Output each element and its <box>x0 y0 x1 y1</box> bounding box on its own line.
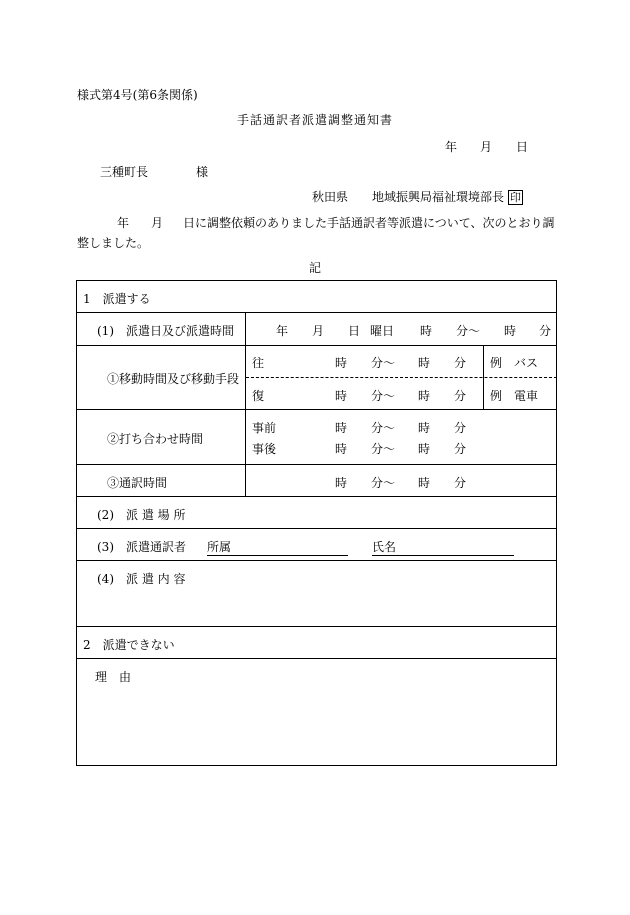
meeting-before: 事前 <box>252 421 277 435</box>
outbound-minute-end: 分 <box>454 356 467 370</box>
date-month: 月 <box>480 140 493 154</box>
name-label: 氏名 <box>372 538 514 556</box>
adjustment-table <box>76 280 557 766</box>
document-title: 手話通訳者派遣調整通知書 <box>236 113 393 127</box>
interp-hour-end: 時 <box>418 476 431 490</box>
sender <box>312 188 523 205</box>
dispatch-hour-start: 時 <box>420 324 433 338</box>
example-bus: 例 バス <box>490 356 539 370</box>
reason-label: 理 由 <box>95 670 132 684</box>
body-paragraph <box>77 213 557 253</box>
body-line2: 整しました。 <box>77 236 150 250</box>
name-field <box>372 538 514 556</box>
addressee-suffix: 様 <box>196 165 209 179</box>
body-line1: 日に調整依頼のありました手話通訳者等派遣について、次のとおり調 <box>183 216 555 230</box>
outbound-hour-end: 時 <box>418 356 431 370</box>
interpreting-time-label: ③通訳時間 <box>107 476 168 490</box>
dispatch-minute-start: 分〜 <box>456 324 481 338</box>
section-dispatch: 1 派遣する <box>83 292 151 306</box>
before-minute-end: 分 <box>454 421 467 435</box>
dispatch-year: 年 <box>276 324 289 338</box>
seal-mark: 印 <box>510 191 522 204</box>
body-month: 月 <box>151 216 164 230</box>
meeting-time-label: ②打ち合わせ時間 <box>107 432 204 446</box>
return-minute-start: 分〜 <box>371 389 396 403</box>
ki-heading: 記 <box>308 261 321 275</box>
after-minute-start: 分〜 <box>371 442 396 456</box>
dispatch-day: 日 <box>348 324 361 338</box>
before-hour-end: 時 <box>418 421 431 435</box>
date-day: 日 <box>516 140 529 154</box>
addressee <box>100 163 209 180</box>
dispatched-interpreter-label: (3) 派遣通訳者 <box>97 540 186 554</box>
dispatch-datetime-label: (1) 派遣日及び派遣時間 <box>97 324 234 338</box>
interp-hour-start: 時 <box>335 476 348 490</box>
after-minute-end: 分 <box>454 442 467 456</box>
dispatch-weekday: 曜日 <box>370 324 395 338</box>
form-number: 様式第4号(第6条関係) <box>77 88 198 102</box>
travel-label: ①移動時間及び移動手段 <box>107 372 240 386</box>
return-hour-end: 時 <box>418 389 431 403</box>
affiliation-field <box>207 538 348 556</box>
return-hour-start: 時 <box>335 389 348 403</box>
dispatch-hour-end: 時 <box>504 324 517 338</box>
date-year: 年 <box>445 140 458 154</box>
sender-name: 秋田県 地域振興局福祉環境部長 <box>312 190 505 204</box>
section-cannot-dispatch: 2 派遣できない <box>83 638 175 652</box>
meeting-after: 事後 <box>252 442 277 456</box>
interp-minute-end: 分 <box>454 476 467 490</box>
affiliation-label: 所属 <box>207 538 348 556</box>
interp-minute-start: 分〜 <box>371 476 396 490</box>
dispatch-minute-end: 分 <box>539 324 552 338</box>
before-hour-start: 時 <box>335 421 348 435</box>
after-hour-end: 時 <box>418 442 431 456</box>
dispatch-month: 月 <box>312 324 325 338</box>
travel-return: 復 <box>252 389 265 403</box>
addressee-name: 三種町長 <box>100 165 149 179</box>
example-train: 例 電車 <box>490 389 539 403</box>
dispatch-content-label: (4) 派 遣 内 容 <box>97 572 186 586</box>
return-minute-end: 分 <box>454 389 467 403</box>
after-hour-start: 時 <box>335 442 348 456</box>
outbound-minute-start: 分〜 <box>371 356 396 370</box>
before-minute-start: 分〜 <box>371 421 396 435</box>
travel-outbound: 往 <box>252 356 265 370</box>
outbound-hour-start: 時 <box>335 356 348 370</box>
dispatch-place-label: (2) 派 遣 場 所 <box>97 508 186 522</box>
body-year: 年 <box>117 216 130 230</box>
